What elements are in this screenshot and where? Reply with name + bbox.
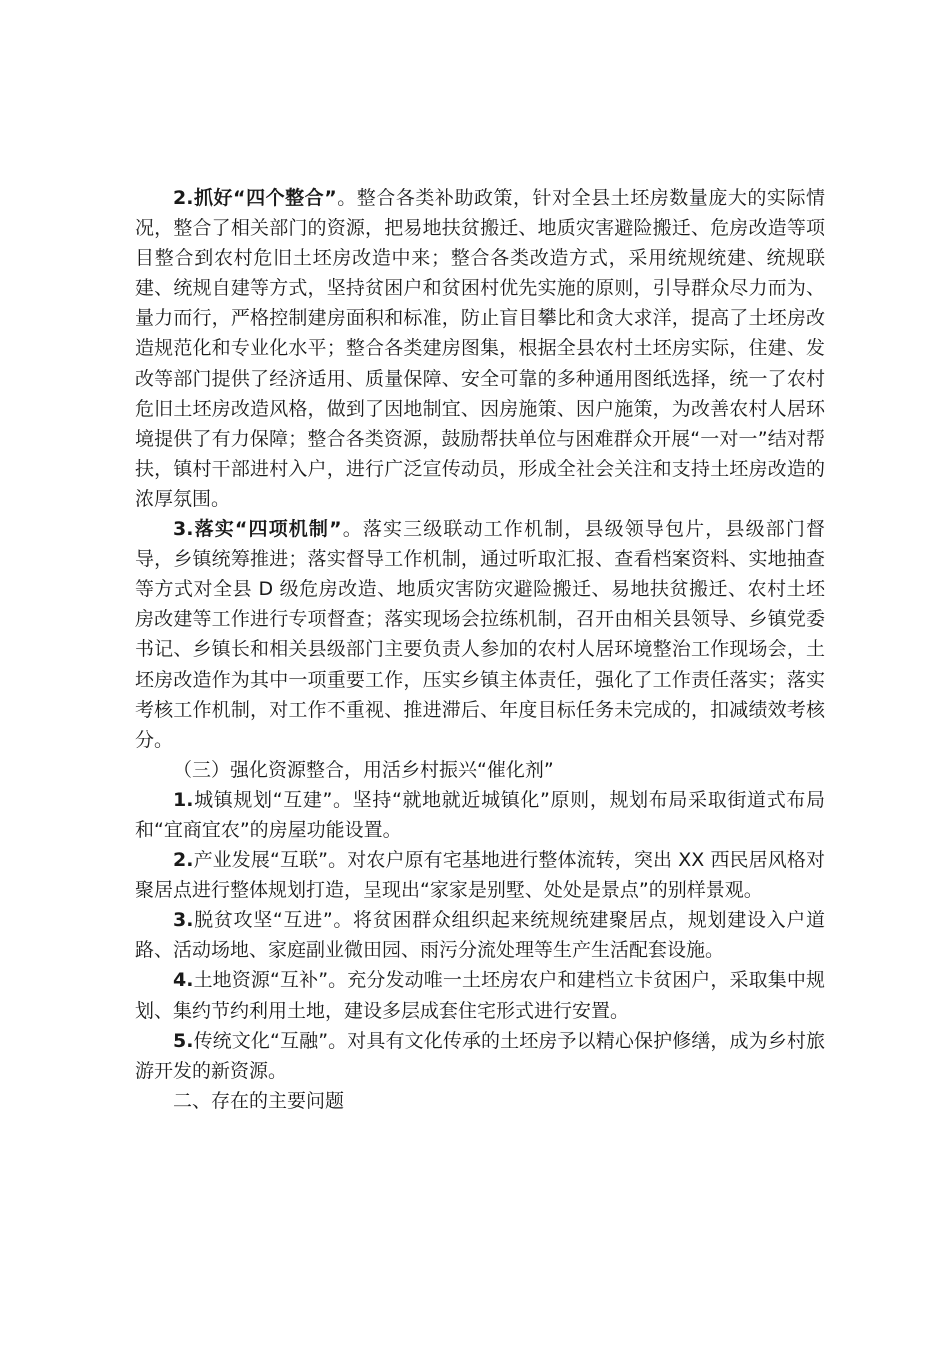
paragraph-number: 3.: [173, 518, 194, 541]
paragraph-number: 5.: [173, 1029, 194, 1052]
paragraph-text: 土地资源“互补”。充分发动唯一土坯房农户和建档立卡贫困户，采取集中规划、集约节约利用土地，建设多层成套住宅形式进行安置。: [135, 969, 825, 1022]
paragraph-text: 。落实三级联动工作机制，县级领导包片，县级部门督导，乡镇统筹推进；落实督导工作机制，通过听取汇报、查看档案资料、实地抽查等方式对全县 D 级危房改造、地质灾害防灾避险搬迁、易地扶贫搬迁、农村土坯房改建等工作进行专项督查；落实现场会拉练机制，召开由相关县领导、乡镇党委书记、乡镇长和相关县级部门主要负责人参加的农村人居环境整治工作现场会，土坯房改造作为其中一项重要工作，压实乡镇主体责任，强化了工作责任落实；落实考核工作机制，对工作不重视、推进滞后、年度目标任务未完成的，扣减绩效考核分。: [135, 518, 825, 751]
paragraph-text: （三）强化资源整合，用活乡村振兴“催化剂”: [173, 758, 554, 781]
paragraph-number: 1.: [173, 788, 194, 811]
paragraph-number: 2.: [173, 187, 194, 209]
section-heading-resource-integration: [135, 755, 825, 785]
paragraph-number: 2.: [173, 849, 194, 872]
paragraph-text: 脱贫攻坚“互进”。将贫困群众组织起来统规统建聚居点，规划建设入户道路、活动场地、家庭副业微田园、雨污分流处理等生产生活配套设施。: [135, 909, 825, 962]
paragraph-poverty-alleviation: [135, 905, 825, 965]
document-body: [135, 183, 825, 1116]
paragraph-text: 。整合各类补助政策，针对全县土坯房数量庞大的实际情况，整合了相关部门的资源，把易地扶贫搬迁、地质灾害避险搬迁、危房改造等项目整合到农村危旧土坯房改造中来；整合各类改造方式，采用统规统建、统规联建、统规自建等方式，坚持贫困户和贫困村优先实施的原则，引导群众尽力而为、量力而行，严格控制建房面积和标准，防止盲目攀比和贪大求洋，提高了土坯房改造规范化和专业化水平；整合各类建房图集，根据全县农村土坯房实际，住建、发改等部门提供了经济适用、质量保障、安全可靠的多种通用图纸选择，统一了农村危旧土坯房改造风格，做到了因地制宜、因房施策、因户施策，为改善农村人居环境提供了有力保障；整合各类资源，鼓励帮扶单位与困难群众开展“一对一”结对帮扶，镇村干部进村入户，进行广泛宣传动员，形成全社会关注和支持土坯房改造的浓厚氛围。: [135, 187, 825, 510]
paragraph-text: 传统文化“互融”。对具有文化传承的土坯房予以精心保护修缮，成为乡村旅游开发的新资源。: [135, 1029, 825, 1082]
paragraph-text: 产业发展“互联”。对农户原有宅基地进行整体流转，突出 XX 西民居风格对聚居点进行整体规划打造，呈现出“家家是别墅、处处是景点”的别样景观。: [135, 849, 825, 902]
paragraph-urban-planning: [135, 785, 825, 845]
section-heading-main-problems: [135, 1086, 825, 1116]
paragraph-industry-development: [135, 845, 825, 905]
paragraph-heading: 落实“四项机制”: [193, 518, 342, 541]
paragraph-text: 城镇规划“互建”。坚持“就地就近城镇化”原则，规划布局采取街道式布局和“宜商宜农”的房屋功能设置。: [135, 788, 825, 841]
paragraph-number: 3.: [173, 909, 194, 932]
paragraph-heading: 抓好“四个整合”: [193, 187, 337, 209]
paragraph-traditional-culture: [135, 1026, 825, 1086]
paragraph-four-integrations: [135, 183, 825, 514]
paragraph-number: 4.: [173, 969, 194, 992]
paragraph-four-mechanisms: [135, 514, 825, 755]
paragraph-text: 二、存在的主要问题: [173, 1089, 345, 1112]
paragraph-land-resources: [135, 965, 825, 1025]
